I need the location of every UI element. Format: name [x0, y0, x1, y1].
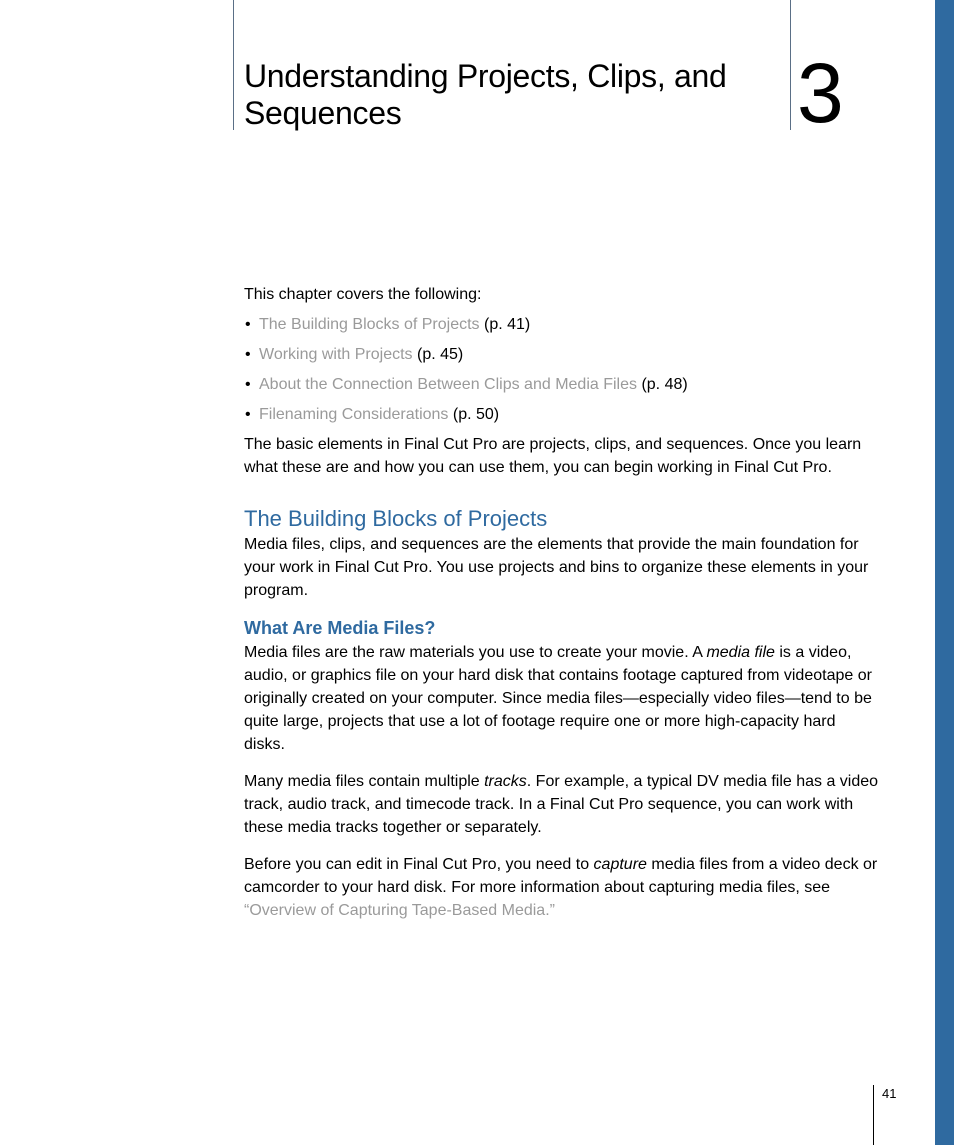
text-run: Many media files contain multiple [244, 773, 485, 790]
toc-item [244, 343, 880, 373]
capture-paragraph [244, 853, 880, 922]
bullet: • [245, 316, 251, 333]
bullet: • [245, 406, 251, 423]
toc-page-ref: (p. 41) [484, 316, 531, 333]
side-color-bar [935, 0, 954, 1145]
bullet: • [245, 376, 251, 393]
toc-item [244, 403, 880, 433]
emphasis-term: capture [593, 856, 647, 873]
intro-text: This chapter covers the following: [244, 286, 482, 303]
footer-rule [873, 1085, 874, 1145]
text-run: is a video, audio, or graphics file on your hard disk that contains footage captured from videotape or originally created on your computer. Since media files—especially video files—tend to be quite large, projects that use a lot of footage require one or more high-capacity hard disks. [244, 644, 872, 753]
chapter-title: Understanding Projects, Clips, and Sequences [244, 58, 727, 131]
toc-page-ref: (p. 50) [452, 406, 500, 423]
toc-item [244, 373, 880, 403]
emphasis-term: media file [706, 644, 775, 661]
text-run: Media files are the raw materials you use to create your movie. A [244, 644, 707, 661]
toc-link-working-with-projects[interactable]: Working with Projects [259, 346, 413, 363]
toc-page-ref: (p. 48) [641, 376, 688, 393]
page-content [244, 283, 880, 922]
text-run: media files from a video deck or camcorder to your hard disk. For more information about capturing media files, see [244, 856, 878, 896]
text-run: . For example, a typical DV media file has a video track, audio track, and timecode track. In a Final Cut Pro sequence, you can work with these media tracks together or separately. [244, 773, 879, 836]
toc-item [244, 313, 880, 343]
media-files-paragraph [244, 641, 880, 756]
chapter-toc [244, 313, 880, 433]
toc-link-clips-and-media[interactable]: About the Connection Between Clips and Media Files [259, 376, 637, 393]
building-blocks-paragraph: Media files, clips, and sequences are the elements that provide the main foundation for your work in Final Cut Pro. You use projects and bins to organize these elements in your program. [244, 536, 869, 599]
emphasis-term: tracks [484, 773, 527, 790]
capturing-overview-link[interactable]: “Overview of Capturing Tape-Based Media.” [244, 902, 555, 919]
bullet: • [245, 346, 251, 363]
tracks-paragraph [244, 770, 880, 839]
toc-link-building-blocks[interactable]: The Building Blocks of Projects [259, 316, 480, 333]
toc-link-filenaming[interactable]: Filenaming Considerations [259, 406, 449, 423]
chapter-rule-left [233, 0, 234, 130]
chapter-number: 3 [797, 46, 844, 140]
basic-elements-paragraph: The basic elements in Final Cut Pro are projects, clips, and sequences. Once you learn what these are and how you can use them, you can begin working in Final Cut Pro. [244, 436, 862, 476]
toc-page-ref: (p. 45) [416, 346, 464, 363]
subsection-heading: What Are Media Files? [244, 618, 436, 638]
chapter-rule-right [790, 0, 791, 130]
section-heading: The Building Blocks of Projects [244, 506, 548, 531]
text-run: Before you can edit in Final Cut Pro, you need to [244, 856, 594, 873]
page-number: 41 [882, 1086, 897, 1101]
